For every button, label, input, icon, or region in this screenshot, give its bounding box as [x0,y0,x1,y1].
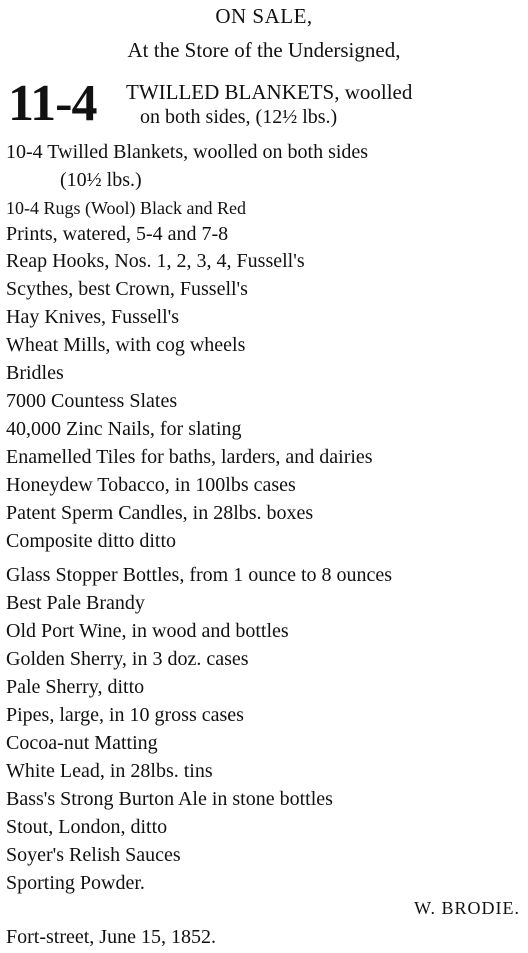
list-item: Old Port Wine, in wood and bottles [6,620,289,642]
featured-size: 11-4 [8,75,97,132]
list-item: Bass's Strong Burton Ale in stone bottles [6,788,333,810]
list-item: White Lead, in 28lbs. tins [6,760,213,782]
list-item: 10-4 Rugs (Wool) Black and Red [6,198,247,218]
list-item: Cocoa-nut Matting [6,732,158,754]
list-item: Sporting Powder. [6,872,145,894]
signature: W. BRODIE. [414,898,520,918]
list-item: Honeydew Tobacco, in 100lbs cases [6,474,296,496]
list-item: Wheat Mills, with cog wheels [6,334,246,356]
list-item: Soyer's Relish Sauces [6,844,181,866]
list-item: Bridles [6,362,64,384]
list-item: Scythes, best Crown, Fussell's [6,278,248,300]
list-item: 40,000 Zinc Nails, for slating [6,418,242,440]
list-item: 7000 Countess Slates [6,390,178,412]
featured-line-2: on both sides, (12½ lbs.) [140,106,338,128]
list-item: Pipes, large, in 10 gross cases [6,704,244,726]
list-item: Patent Sperm Candles, in 28lbs. boxes [6,502,314,524]
list-item: Reap Hooks, Nos. 1, 2, 3, 4, Fussell's [6,250,305,272]
list-item: Stout, London, ditto [6,816,168,838]
featured-line-1: TWILLED BLANKETS, woolled [126,80,413,104]
list-item: Pale Sherry, ditto [6,676,145,698]
list-item: Hay Knives, Fussell's [6,306,180,328]
list-item: (10½ lbs.) [60,169,142,191]
dateline: Fort-street, June 15, 1852. [6,926,216,948]
heading-on-sale: ON SALE, [215,4,313,28]
list-item: Glass Stopper Bottles, from 1 ounce to 8 ounces [6,564,393,586]
list-item: Enamelled Tiles for baths, larders, and dairies [6,446,373,468]
list-item: 10-4 Twilled Blankets, woolled on both sides [6,141,369,163]
heading-store: At the Store of the Undersigned, [127,38,401,62]
list-item: Best Pale Brandy [6,592,145,614]
featured-item [8,75,526,134]
list-item: Composite ditto ditto [6,530,177,552]
list-item: Prints, watered, 5-4 and 7-8 [6,223,229,245]
list-item: Golden Sherry, in 3 doz. cases [6,648,249,670]
